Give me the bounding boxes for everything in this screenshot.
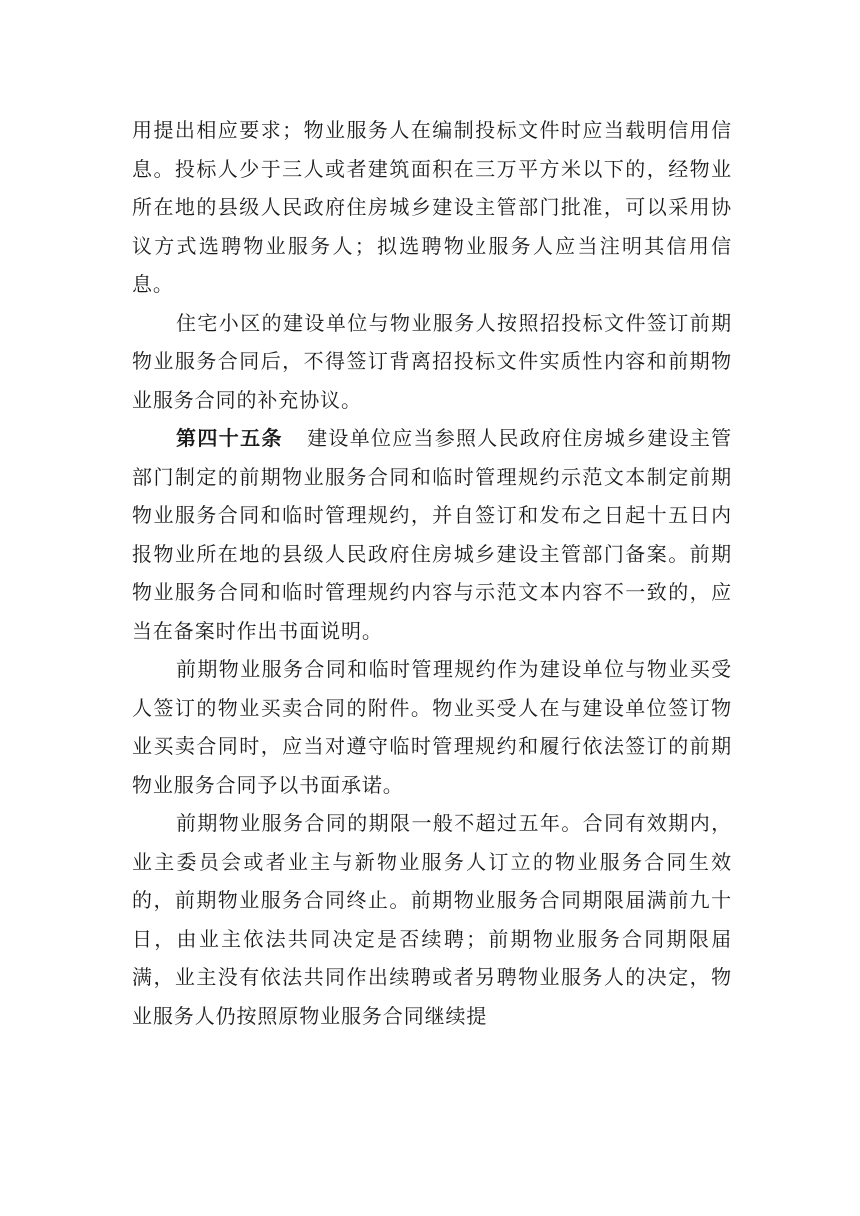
paragraph: 前期物业服务合同和临时管理规约作为建设单位与物业买受人签订的物业买卖合同的附件。物业买受人在与建设单位签订物业买卖合同时，应当对遵守临时管理规约和履行依法签订的前期物业服务合同予以书面承诺。 [132, 657, 732, 797]
article-paragraph [132, 419, 732, 650]
paragraph: 前期物业服务合同的期限一般不超过五年。合同有效期内，业主委员会或者业主与新物业服务人订立的物业服务合同生效的，前期物业服务合同终止。前期物业服务合同期限届满前九十日，由业主依法共同决定是否续聘；前期物业服务合同期限届满，业主没有依法共同作出续聘或者另聘物业服务人的决定，物业服务人仍按照原物业服务合同继续提 [132, 811, 732, 1028]
document-body [132, 111, 732, 1035]
paragraph: 住宅小区的建设单位与物业服务人按照招投标文件签订前期物业服务合同后，不得签订背离招投标文件实质性内容和前期物业服务合同的补充协议。 [132, 310, 732, 412]
article-text: 建设单位应当参照人民政府住房城乡建设主管部门制定的前期物业服务合同和临时管理规约示范文本制定前期物业服务合同和临时管理规约，并自签订和发布之日起十五日内报物业所在地的县级人民政府住房城乡建设主管部门备案。前期物业服务合同和临时管理规约内容与示范文本内容不一致的，应当在备案时作出书面说明。 [132, 426, 733, 643]
article-number: 第四十五条 [176, 426, 283, 450]
paragraph-continued: 用提出相应要求；物业服务人在编制投标文件时应当载明信用信息。投标人少于三人或者建筑面积在三万平方米以下的，经物业所在地的县级人民政府住房城乡建设主管部门批准，可以采用协议方式选聘物业服务人；拟选聘物业服务人应当注明其信用信息。 [132, 118, 732, 296]
